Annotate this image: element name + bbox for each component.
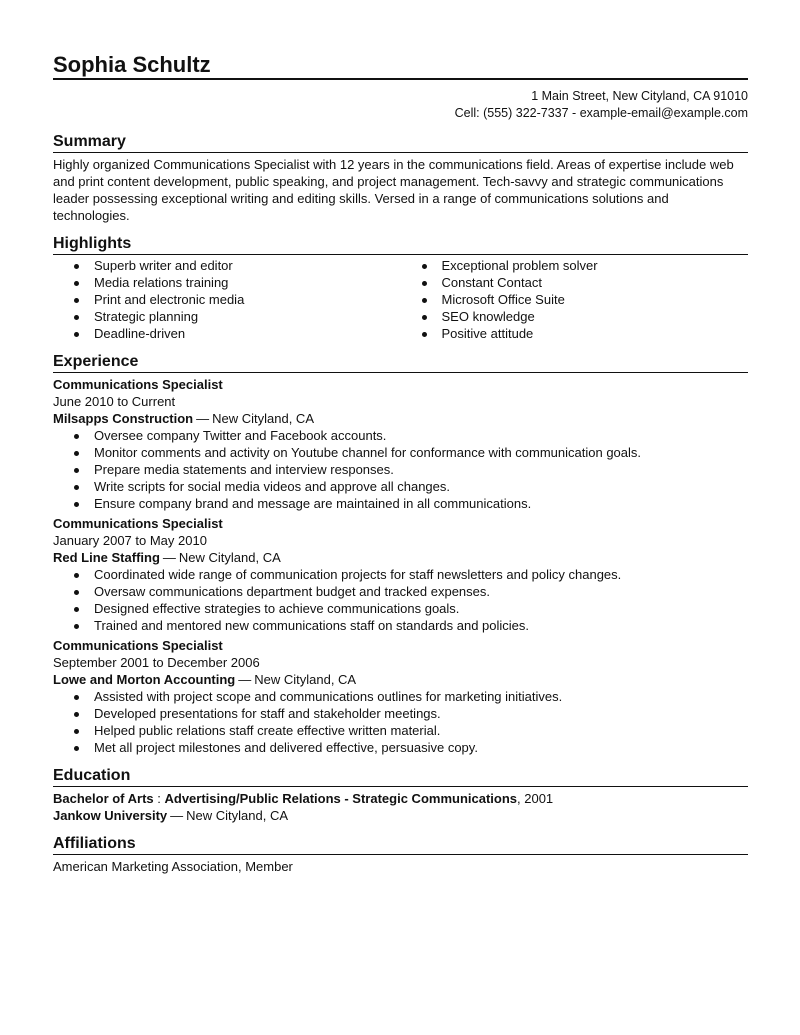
list-item: Oversee company Twitter and Facebook accounts. — [53, 427, 748, 444]
job-entry — [53, 376, 748, 512]
dash: — — [238, 672, 252, 687]
dash: — — [196, 411, 210, 426]
job-employer — [53, 671, 748, 688]
company-name: Lowe and Morton Accounting — [53, 672, 236, 687]
contact-block — [53, 88, 748, 122]
school-line — [53, 807, 748, 824]
address: 1 Main Street, New Cityland, CA 91010 — [531, 89, 748, 103]
highlights-list — [53, 257, 748, 342]
highlights-divider — [53, 254, 748, 255]
name-divider — [53, 78, 748, 80]
degree: Bachelor of Arts — [53, 791, 154, 806]
school-name: Jankow University — [53, 808, 168, 823]
job-title: Communications Specialist — [53, 638, 223, 653]
list-item: Print and electronic media — [53, 291, 401, 308]
dash: — — [170, 808, 184, 823]
list-item: Positive attitude — [401, 325, 749, 342]
affiliations-divider — [53, 854, 748, 855]
school-location: New Cityland, CA — [186, 808, 289, 823]
list-item: Assisted with project scope and communications outlines for marketing initiatives. — [53, 688, 748, 705]
list-item: Monitor comments and activity on Youtube channel for conformance with communication goals. — [53, 444, 748, 461]
dash: — — [162, 550, 176, 565]
list-item: Superb writer and editor — [53, 257, 401, 274]
company-location: New Cityland, CA — [254, 672, 357, 687]
summary-text: Highly organized Communications Specialist with 12 years in the communications field. Areas of expertise include web and print content development, public speaking, and project management. Tech-savvy and strategic communications leader possessing exceptional writing and editing skills. Versed in a range of communications solutions and technologies. — [53, 157, 734, 223]
list-item: Helped public relations staff create effective written material. — [53, 722, 748, 739]
resume-page — [53, 0, 748, 875]
job-dates: January 2007 to May 2010 — [53, 533, 207, 548]
highlights-heading: Highlights — [53, 235, 132, 252]
list-item: Media relations training — [53, 274, 401, 291]
affiliations-text: American Marketing Association, Member — [53, 859, 293, 874]
list-item: SEO knowledge — [401, 308, 749, 325]
degree-separator: : — [153, 791, 165, 806]
list-item: Trained and mentored new communications staff on standards and policies. — [53, 617, 748, 634]
job-entry — [53, 515, 748, 634]
education-heading: Education — [53, 767, 131, 784]
list-item: Microsoft Office Suite — [401, 291, 749, 308]
list-item: Ensure company brand and message are maintained in all communications. — [53, 495, 748, 512]
company-name: Milsapps Construction — [53, 411, 194, 426]
job-dates: June 2010 to Current — [53, 394, 176, 409]
summary-heading: Summary — [53, 133, 126, 150]
degree-line — [53, 790, 748, 807]
list-item: Oversaw communications department budget and tracked expenses. — [53, 583, 748, 600]
candidate-name: Sophia Schultz — [53, 52, 211, 77]
list-item: Deadline-driven — [53, 325, 401, 342]
list-item: Strategic planning — [53, 308, 401, 325]
job-title: Communications Specialist — [53, 377, 223, 392]
list-item: Developed presentations for staff and stakeholder meetings. — [53, 705, 748, 722]
company-location: New Cityland, CA — [212, 411, 314, 426]
summary-divider — [53, 152, 748, 153]
list-item: Write scripts for social media videos and approve all changes. — [53, 478, 748, 495]
list-item: Designed effective strategies to achieve communications goals. — [53, 600, 748, 617]
job-employer — [53, 549, 748, 566]
phone-email: Cell: (555) 322-7337 - example-email@example.com — [454, 106, 748, 120]
job-entry — [53, 637, 748, 756]
list-item: Prepare media statements and interview responses. — [53, 461, 748, 478]
job-employer — [53, 410, 748, 427]
list-item: Constant Contact — [401, 274, 749, 291]
list-item: Met all project milestones and delivered effective, persuasive copy. — [53, 739, 748, 756]
experience-divider — [53, 372, 748, 373]
education-divider — [53, 786, 748, 787]
experience-heading: Experience — [53, 353, 139, 370]
graduation-year: , 2001 — [517, 791, 554, 806]
list-item: Exceptional problem solver — [401, 257, 749, 274]
company-location: New Cityland, CA — [178, 550, 281, 565]
company-name: Red Line Staffing — [53, 550, 160, 565]
list-item: Coordinated wide range of communication projects for staff newsletters and policy changes. — [53, 566, 748, 583]
job-dates: September 2001 to December 2006 — [53, 655, 260, 670]
affiliations-heading: Affiliations — [53, 835, 136, 852]
job-title: Communications Specialist — [53, 516, 223, 531]
degree-field: Advertising/Public Relations - Strategic Communications — [164, 791, 518, 806]
